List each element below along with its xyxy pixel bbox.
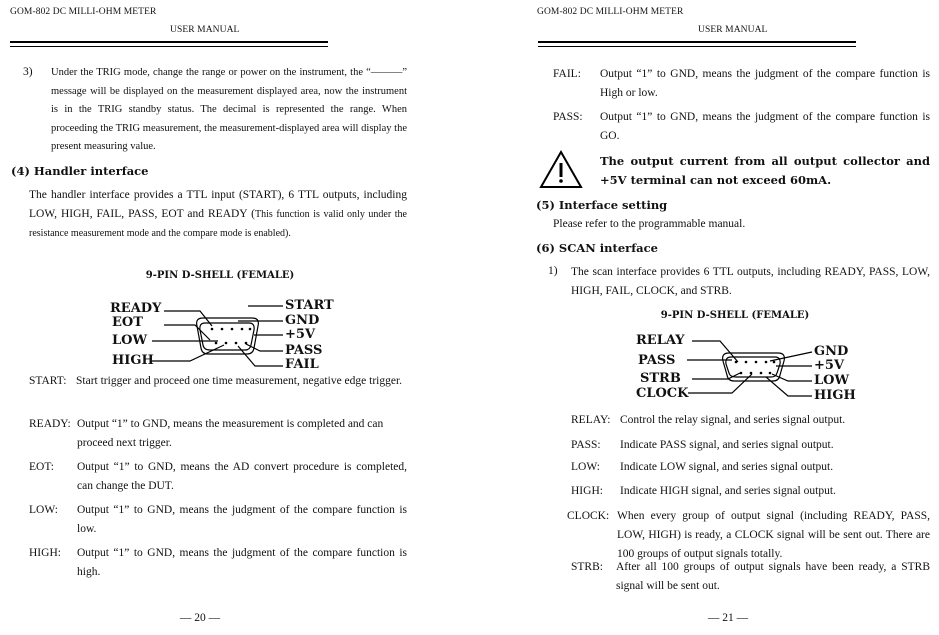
page-number: — 20 —: [179, 612, 221, 624]
definition-key: EOT:: [29, 461, 54, 473]
pin-label: GND: [814, 344, 849, 359]
pin-label: START: [285, 298, 334, 313]
definition-text: Output “1” to GND, means the judgment of the compare function is low.: [77, 504, 407, 535]
definition-key: RELAY:: [571, 414, 611, 426]
header-title: GOM-802 DC MILLI-OHM METER: [537, 7, 684, 17]
dshell-connector-diagram: [0, 0, 470, 400]
definition-text: Indicate LOW signal, and series signal output.: [620, 461, 834, 473]
item1-paragraph: The scan interface provides 6 TTL outputs, including READY, PASS, LOW, HIGH, FAIL, CLOCK, and STRB.: [571, 266, 930, 297]
pin-label: GND: [285, 313, 320, 328]
definition-text: Output “1” to GND, means the measurement is completed and can proceed next trigger.: [77, 418, 384, 449]
section-heading: (6) SCAN interface: [536, 241, 658, 255]
pin-label: PASS: [285, 343, 323, 358]
pin-label: RELAY: [636, 333, 685, 348]
header-subtitle: USER MANUAL: [170, 25, 240, 35]
pin-label: HIGH: [112, 353, 154, 368]
item-number: 3): [23, 66, 33, 78]
pin-label: READY: [110, 301, 162, 316]
header-subtitle: USER MANUAL: [698, 25, 768, 35]
definition-text: Output “1” to GND, means the AD convert procedure is completed, can change the DUT.: [77, 461, 407, 492]
definition-text: Control the relay signal, and series signal output.: [620, 414, 846, 426]
item3-paragraph: Under the TRIG mode, change the range or power on the instrument, the “———” message will be displayed on the measurement displayed area, now the instrument is in the TRIG standby status. The decimal is represented the range. When proceeding the TRIG measurement, the measurement-displayed area will display the present measuring value.: [51, 67, 407, 152]
pin-label: CLOCK: [636, 386, 689, 401]
definition-key: LOW:: [29, 504, 58, 516]
definition-text-start: Start trigger and proceed one time measurement, negative edge trigger.: [76, 375, 403, 387]
section4-text: The handler interface provides a TTL input (START), 6 TTL outputs, including LOW, HIGH, FAIL, PASS, EOT and READY (: [29, 189, 407, 220]
section5-text: Please refer to the programmable manual.: [553, 218, 746, 230]
definition-key: FAIL:: [553, 68, 581, 80]
pin-label: PASS: [638, 353, 676, 368]
diagram-caption: 9-PIN D-SHELL (FEMALE): [660, 310, 810, 321]
definition-text: [76, 372, 407, 391]
item-number: 1): [548, 265, 558, 277]
pin-label: HIGH: [814, 388, 856, 403]
definition-text: When every group of output signal (including READY, PASS, LOW, HIGH) is ready, a CLOCK signal will be sent out. There are 100 groups of output signals totally.: [617, 510, 930, 560]
dshell-connector-diagram: [470, 0, 939, 420]
definition-text: Output “1” to GND, means the judgment of the compare function is high.: [77, 547, 407, 578]
definition-text: Indicate HIGH signal, and series signal output.: [620, 485, 836, 497]
definition-text: Indicate PASS signal, and series signal output.: [620, 439, 834, 451]
definition-key: HIGH:: [571, 485, 603, 497]
definition-text: Output “1” to GND, means the judgment of the compare function is GO.: [600, 111, 930, 142]
definition-key: START:: [29, 375, 67, 387]
definition-key: STRB:: [571, 561, 603, 573]
warning-text: The output current from all output collector and +5V terminal can not exceed 60mA.: [600, 154, 930, 187]
page-number: — 21 —: [707, 612, 749, 624]
definition-key: CLOCK:: [567, 510, 610, 522]
definition-text: After all 100 groups of output signals have been ready, a STRB signal will be sent out.: [616, 561, 930, 592]
pin-label: +5V: [814, 358, 845, 373]
pin-label: EOT: [112, 315, 143, 330]
section4-note: This function is valid only under the resistance measurement mode and the compare mode is enabled).: [29, 208, 407, 239]
pin-label: FAIL: [285, 357, 319, 372]
pin-label: STRB: [640, 371, 681, 386]
diagram-caption: 9-PIN D-SHELL (FEMALE): [145, 270, 295, 281]
pin-label: +5V: [285, 327, 316, 342]
definition-key: PASS:: [553, 111, 583, 123]
definition-key: HIGH:: [29, 547, 61, 559]
pin-label: LOW: [814, 373, 850, 388]
section-heading: (4) Handler interface: [11, 164, 149, 178]
definition-text: Output “1” to GND, means the judgment of the compare function is High or low.: [600, 68, 930, 99]
pin-label: LOW: [112, 333, 148, 348]
section-heading: (5) Interface setting: [536, 198, 668, 212]
header-title: GOM-802 DC MILLI-OHM METER: [10, 7, 157, 17]
definition-key: PASS:: [571, 439, 601, 451]
definition-key: LOW:: [571, 461, 600, 473]
right-page: [470, 0, 939, 635]
definition-key: READY:: [29, 418, 71, 430]
